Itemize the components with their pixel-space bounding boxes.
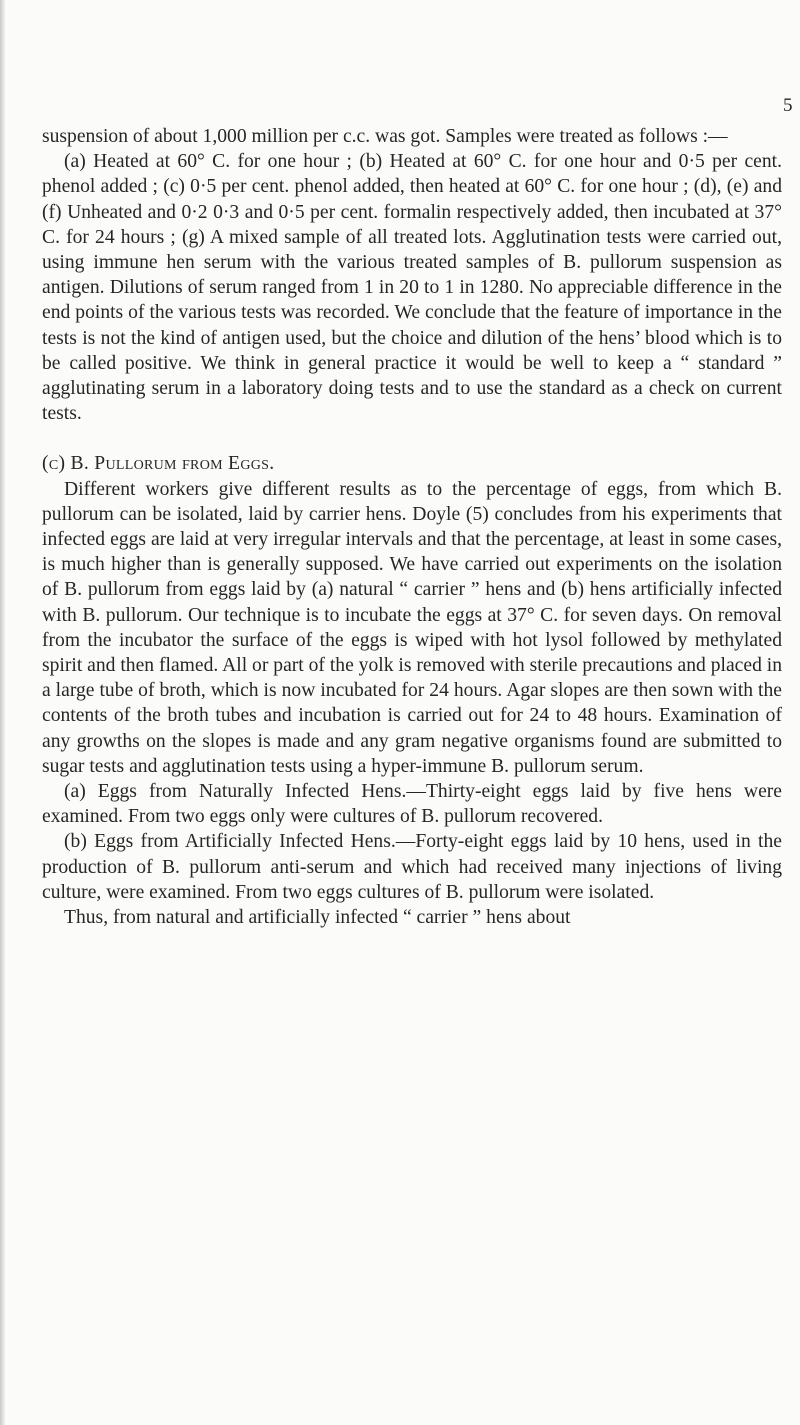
section-heading-pullorum-from-eggs: (c) B. Pullorum from Eggs. bbox=[42, 453, 275, 475]
paragraph-conclusion-start: Thus, from natural and artificially infected “ carrier ” hens about bbox=[64, 907, 571, 929]
paragraph-artificially-infected: (b) Eggs from Artificially Infected Hens.—Forty-eight eggs laid by 10 hens, used in the production of B. pullorum anti-serum and which had received many injections of living culture, were examined. From two eggs cultures of B. pullorum were isolated. bbox=[42, 831, 782, 903]
page-number: 5 bbox=[783, 95, 793, 116]
paragraph-egg-isolation: Different workers give different results as to the percentage of eggs, from which B. pullorum can be isolated, laid by carrier hens. Doyle (5) concludes from his experiments that infected eggs are laid at very irregular intervals and that the percentage, at least in some cases, is much higher than is generally supposed. We have carried out experiments on the isolation of B. pullorum from eggs laid by (a) natural “ carrier ” hens and (b) hens artificially infected with B. pullorum. Our technique is to incubate the eggs at 37° C. for seven days. On removal from the incubator the surface of the eggs is wiped with hot lysol followed by methylated spirit and then flamed. All or part of the yolk is removed with sterile precautions and placed in a large tube of broth, which is now incubated for 24 hours. Agar slopes are then sown with the contents of the broth tubes and incubation is carried out for 24 to 48 hours. Examination of any growths on the slopes is made and any gram negative organisms found are submitted to sugar tests and agglutination tests using a hyper-immune B. pullorum serum. bbox=[42, 478, 783, 777]
paragraph-treatments: (a) Heated at 60° C. for one hour ; (b) Heated at 60° C. for one hour and 0·5 per cent. phenol added ; (c) 0·5 per cent. phenol added, then heated at 60° C. for one hour ; (d), (e) and (f) Unheated and 0·2 0·3 and 0·5 per cent. formalin respectively added, then incubated at 37° C. for 24 hours ; (g) A mixed sample of all treated lots. Agglutination tests were carried out, using immune hen serum with the various treated samples of B. pullorum suspension as antigen. Dilutions of serum ranged from 1 in 20 to 1 in 1280. No appreciable difference in the end points of the various tests was recorded. We conclude that the feature of importance in the tests is not the kind of antigen used, but the choice and dilution of the hens’ blood which is to be called positive. We think in general practice it would be well to keep a “ standard ” agglutinating serum in a laboratory doing tests and to use the standard as a check on current tests. bbox=[42, 151, 782, 425]
page-gutter-shadow bbox=[0, 0, 5, 1425]
paragraph-suspension: suspension of about 1,000 million per c.c. was got. Samples were treated as follows :— bbox=[42, 126, 728, 147]
paragraph-naturally-infected: (a) Eggs from Naturally Infected Hens.—Thirty-eight eggs laid by five hens were examined. From two eggs only were cultures of B. pullorum recovered. bbox=[42, 781, 782, 828]
body-text bbox=[42, 124, 782, 930]
